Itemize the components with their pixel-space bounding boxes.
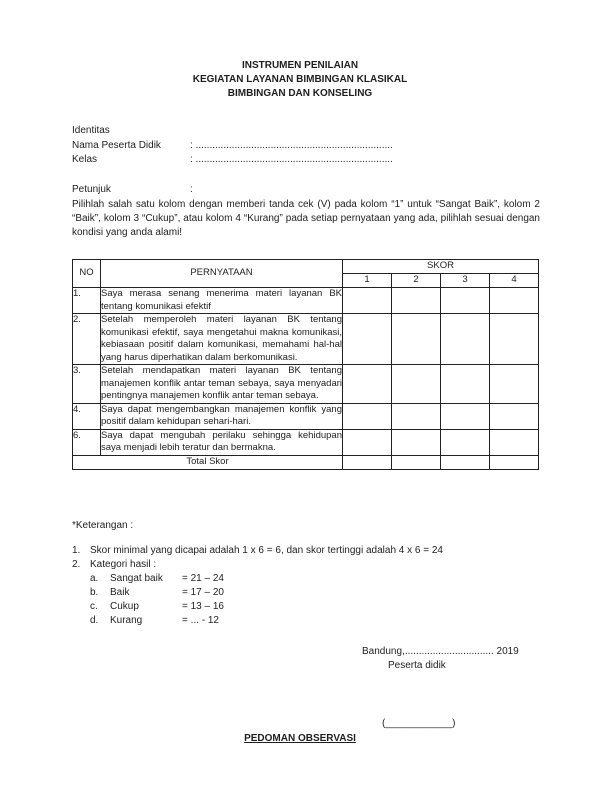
row-statement: Setelah memperoleh materi layanan BK tentang komunikasi efektif, saya mengetahui makna komunikasi, kebiasaan positif dalam komunikasi, memahami hal-hal yang harus diperhatikan dalam berkomunikasi. bbox=[101, 314, 342, 363]
row-number: 2. bbox=[73, 314, 101, 365]
category-range: = 17 – 20 bbox=[182, 587, 224, 598]
signature-block bbox=[362, 645, 542, 729]
row-number: 6. bbox=[73, 429, 101, 455]
score-cell[interactable] bbox=[441, 429, 490, 455]
petunjuk-heading-row bbox=[72, 183, 540, 197]
assessment-table bbox=[72, 259, 539, 470]
category-name: Sangat baik bbox=[110, 573, 163, 584]
header-score-4: 4 bbox=[490, 274, 539, 288]
keterangan-item bbox=[72, 558, 532, 572]
category-letter: b. bbox=[90, 587, 99, 598]
category-list bbox=[72, 572, 532, 628]
total-score-cell[interactable] bbox=[441, 455, 490, 469]
signature-date: Bandung,................................ 2019 bbox=[362, 646, 519, 657]
title-line-1: INSTRUMEN PENILAIAN bbox=[241, 60, 359, 71]
nama-label: Nama Peserta Didik bbox=[72, 140, 161, 151]
document-title bbox=[0, 59, 600, 101]
nama-field: : ....................................................................... bbox=[190, 140, 393, 151]
score-cell[interactable] bbox=[392, 314, 441, 365]
identitas-heading: Identitas bbox=[72, 125, 110, 136]
petunjuk-text: Pilihlah salah satu kolom dengan memberi tanda cek (V) pada kolom “1” untuk “Sangat Baik”, kolom 2 “Baik”, kolom 3 “Cukup”, atau kolom 4 “Kurang” pada setiap pernyataan yang ada, pilihlah sesuai dengan kondisi yang anda alami! bbox=[72, 199, 540, 238]
category-letter: c. bbox=[90, 601, 98, 612]
row-statement: Saya merasa senang menerima materi layanan BK tentang komunikasi efektif bbox=[101, 288, 342, 312]
table-row bbox=[73, 365, 539, 404]
score-cell[interactable] bbox=[343, 365, 392, 404]
table-row bbox=[73, 288, 539, 314]
category-name: Kurang bbox=[110, 615, 143, 626]
item-number: 2. bbox=[72, 559, 81, 570]
row-statement: Setelah mendapatkan materi layanan BK tentang manajemen konflik antar teman sebaya, saya menyadari pentingnya manajemen konflik antar teman sebaya. bbox=[101, 365, 342, 401]
header-skor: SKOR bbox=[343, 260, 539, 274]
score-cell[interactable] bbox=[490, 429, 539, 455]
kelas-field: : ....................................................................... bbox=[190, 154, 393, 165]
header-score-3: 3 bbox=[441, 274, 490, 288]
table-header-row bbox=[73, 260, 539, 274]
score-cell[interactable] bbox=[490, 314, 539, 365]
score-cell[interactable] bbox=[343, 288, 392, 314]
category-row bbox=[90, 572, 532, 586]
item-text: Skor minimal yang dicapai adalah 1 x 6 = 6, dan skor tertinggi adalah 4 x 6 = 24 bbox=[90, 545, 443, 556]
table-row bbox=[73, 429, 539, 455]
keterangan-section bbox=[72, 519, 532, 628]
row-number: 4. bbox=[73, 403, 101, 429]
signature-name-line: (____________) bbox=[382, 718, 456, 729]
row-statement: Saya dapat mengubah perilaku sehingga kehidupan saya menjadi lebih teratur dan bermakna. bbox=[101, 429, 342, 453]
score-cell[interactable] bbox=[392, 365, 441, 404]
score-cell[interactable] bbox=[441, 403, 490, 429]
score-cell[interactable] bbox=[343, 429, 392, 455]
pedoman-observasi-title: PEDOMAN OBSERVASI bbox=[244, 733, 356, 744]
category-range: = ... - 12 bbox=[182, 615, 219, 626]
identitas-section bbox=[72, 124, 542, 167]
score-cell[interactable] bbox=[343, 403, 392, 429]
table-row bbox=[73, 314, 539, 365]
category-row bbox=[90, 614, 532, 628]
total-score-cell[interactable] bbox=[490, 455, 539, 469]
row-number: 1. bbox=[73, 288, 101, 314]
petunjuk-colon: : bbox=[190, 184, 193, 195]
item-text: Kategori hasil : bbox=[90, 559, 157, 570]
signature-role: Peserta didik bbox=[388, 660, 446, 671]
category-range: = 21 – 24 bbox=[182, 573, 224, 584]
score-cell[interactable] bbox=[490, 365, 539, 404]
score-cell[interactable] bbox=[441, 365, 490, 404]
kelas-label: Kelas bbox=[72, 154, 98, 165]
score-cell[interactable] bbox=[490, 403, 539, 429]
category-name: Baik bbox=[110, 587, 130, 598]
table-row bbox=[73, 403, 539, 429]
petunjuk-label: Petunjuk bbox=[72, 184, 111, 195]
total-row bbox=[73, 455, 539, 469]
total-score-cell[interactable] bbox=[343, 455, 392, 469]
score-cell[interactable] bbox=[343, 314, 392, 365]
header-score-2: 2 bbox=[392, 274, 441, 288]
petunjuk-section bbox=[72, 183, 540, 240]
header-pernyataan: PERNYATAAN bbox=[101, 260, 343, 288]
category-letter: a. bbox=[90, 573, 99, 584]
title-line-2: KEGIATAN LAYANAN BIMBINGAN KLASIKAL bbox=[192, 74, 408, 85]
total-score-cell[interactable] bbox=[392, 455, 441, 469]
identitas-row-kelas bbox=[72, 153, 542, 167]
row-number: 3. bbox=[73, 365, 101, 404]
score-cell[interactable] bbox=[490, 288, 539, 314]
score-cell[interactable] bbox=[392, 429, 441, 455]
category-range: = 13 – 16 bbox=[182, 601, 224, 612]
score-cell[interactable] bbox=[441, 314, 490, 365]
header-score-1: 1 bbox=[343, 274, 392, 288]
score-cell[interactable] bbox=[441, 288, 490, 314]
item-number: 1. bbox=[72, 545, 81, 556]
title-line-3: BIMBINGAN DAN KONSELING bbox=[227, 88, 373, 99]
row-statement: Saya dapat mengembangkan manajemen konflik yang positif dalam kehidupan sehari-hari. bbox=[101, 403, 342, 427]
category-row bbox=[90, 600, 532, 614]
category-name: Cukup bbox=[110, 601, 139, 612]
score-cell[interactable] bbox=[392, 403, 441, 429]
score-cell[interactable] bbox=[392, 288, 441, 314]
header-no: NO bbox=[73, 260, 101, 288]
identitas-row-nama bbox=[72, 139, 542, 153]
keterangan-title: *Keterangan : bbox=[72, 520, 134, 531]
keterangan-item bbox=[72, 544, 532, 558]
total-label: Total Skor bbox=[73, 455, 343, 469]
category-row bbox=[90, 586, 532, 600]
category-letter: d. bbox=[90, 615, 99, 626]
